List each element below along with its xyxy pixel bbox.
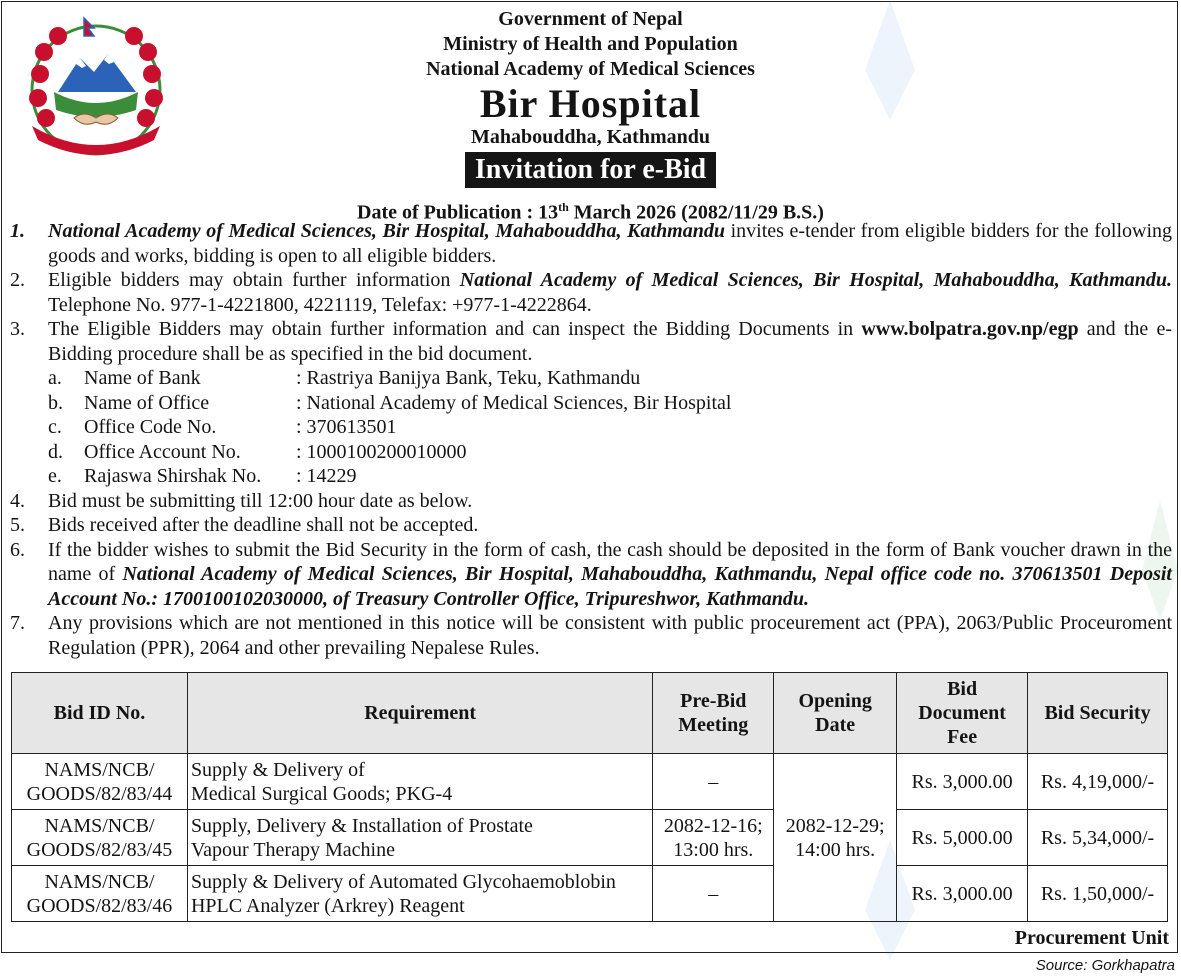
col-document-fee: Bid Document Fee <box>897 673 1028 754</box>
col-bid-id: Bid ID No. <box>12 673 188 754</box>
bid-id-cell: NAMS/NCB/ GOODS/82/83/46 <box>12 866 188 922</box>
publication-date: Date of Publication : 13th March 2026 (2082/11/29 B.S.) <box>357 200 824 224</box>
col-requirement: Requirement <box>187 673 652 754</box>
col-pre-bid: Pre-Bid Meeting <box>653 673 774 754</box>
hospital-title: Bir Hospital <box>479 81 702 126</box>
requirement-cell: Supply & Delivery of Medical Surgical Goods; PKG-4 <box>187 754 652 810</box>
bolpatra-link: www.bolpatra.gov.np/egp <box>861 318 1079 340</box>
bid-id-cell: NAMS/NCB/ GOODS/82/83/45 <box>12 810 188 866</box>
opening-date-cell: 2082-12-29; 14:00 hrs. <box>774 754 897 922</box>
table-header-row <box>12 673 1168 754</box>
requirement-cell: Supply, Delivery & Installation of Prostate Vapour Therapy Machine <box>187 810 652 866</box>
notice-body <box>10 219 1172 660</box>
header-ministry: Ministry of Health and Population <box>443 33 738 55</box>
col-opening-date: Opening Date <box>774 673 897 754</box>
hospital-location: Mahabouddha, Kathmandu <box>471 126 710 148</box>
fee-cell: Rs. 3,000.00 <box>897 754 1028 810</box>
invitation-banner <box>0 152 1181 188</box>
bank-detail-row: c. Office Code No. : 370613501 <box>48 416 397 438</box>
clause-4: 4. Bid must be submitting till 12:00 hour date as below. <box>10 489 473 512</box>
header-academy: National Academy of Medical Sciences <box>426 58 755 80</box>
bid-table <box>11 672 1168 922</box>
requirement-cell: Supply & Delivery of Automated Glycohaemoblobin HPLC Analyzer (Arkrey) Reagent <box>187 866 652 922</box>
table-row <box>12 866 1168 922</box>
bank-detail-row: e. Rajaswa Shirshak No. : 14229 <box>48 465 357 487</box>
clause-2: 2. Eligible bidders may obtain further information National Academy of Medical Sciences, Bir Hospital, Mahabouddha, Kathmandu. Telephone No. 977-1-4221800, 4221119, Telefax: +977-1-4222864. <box>10 269 1172 316</box>
clause-5: 5. Bids received after the deadline shall not be accepted. <box>10 514 479 536</box>
pre-bid-cell: 2082-12-16; 13:00 hrs. <box>653 810 774 866</box>
security-cell: Rs. 4,19,000/- <box>1028 754 1168 810</box>
fee-cell: Rs. 5,000.00 <box>897 810 1028 866</box>
clause-6: 6. If the bidder wishes to submit the Bid Security in the form of cash, the cash should be deposited in the form of Bank voucher drawn in the name of National Academy of Medical Sciences, Bir Hospital, Mahabouddha, Kathmandu, Nepal office code no. 370613501 Deposit Account No.: 1700100102030000, of Treasury Controller Office, Tripureshwor, Kathmandu. <box>10 538 1172 610</box>
table-row <box>12 810 1168 866</box>
security-cell: Rs. 5,34,000/- <box>1028 810 1168 866</box>
bid-id-cell: NAMS/NCB/ GOODS/82/83/44 <box>12 754 188 810</box>
fee-cell: Rs. 3,000.00 <box>897 866 1028 922</box>
pre-bid-cell: – <box>653 754 774 810</box>
pre-bid-cell: – <box>653 866 774 922</box>
col-bid-security: Bid Security <box>1028 673 1168 754</box>
invitation-title: Invitation for e-Bid <box>465 152 716 188</box>
bank-detail-row: d. Office Account No. : 1000100200010000 <box>48 440 467 463</box>
clause-1: 1. National Academy of Medical Sciences, Bir Hospital, Mahabouddha, Kathmandu invites e-tender from eligible bidders for the following goods and works, bidding is open to all eligible bidders. <box>10 220 1172 267</box>
clause-7: 7. Any provisions which are not mentioned in this notice will be consistent with public proceurement act (PPA), 2063/Public Proceuroment Regulation (PPR), 2064 and other prevailing Nepalese Rules. <box>10 612 1172 659</box>
procurement-unit-signature: Procurement Unit <box>1014 927 1169 949</box>
table-row <box>12 754 1168 810</box>
security-cell: Rs. 1,50,000/- <box>1028 866 1168 922</box>
clause-3: 3. The Eligible Bidders may obtain further information and can inspect the Bidding Documents in www.bolpatra.gov.np/egp and the e-Bidding procedure shall be as specified in the bid document. <box>10 318 1172 365</box>
bank-detail-row: b. Name of Office : National Academy of Medical Sciences, Bir Hospital <box>48 391 732 414</box>
bank-detail-row: a. Name of Bank : Rastriya Banijya Bank, Teku, Kathmandu <box>48 367 641 389</box>
source-credit: Source: Gorkhapatra <box>1035 957 1175 974</box>
header-government: Government of Nepal <box>498 8 683 30</box>
